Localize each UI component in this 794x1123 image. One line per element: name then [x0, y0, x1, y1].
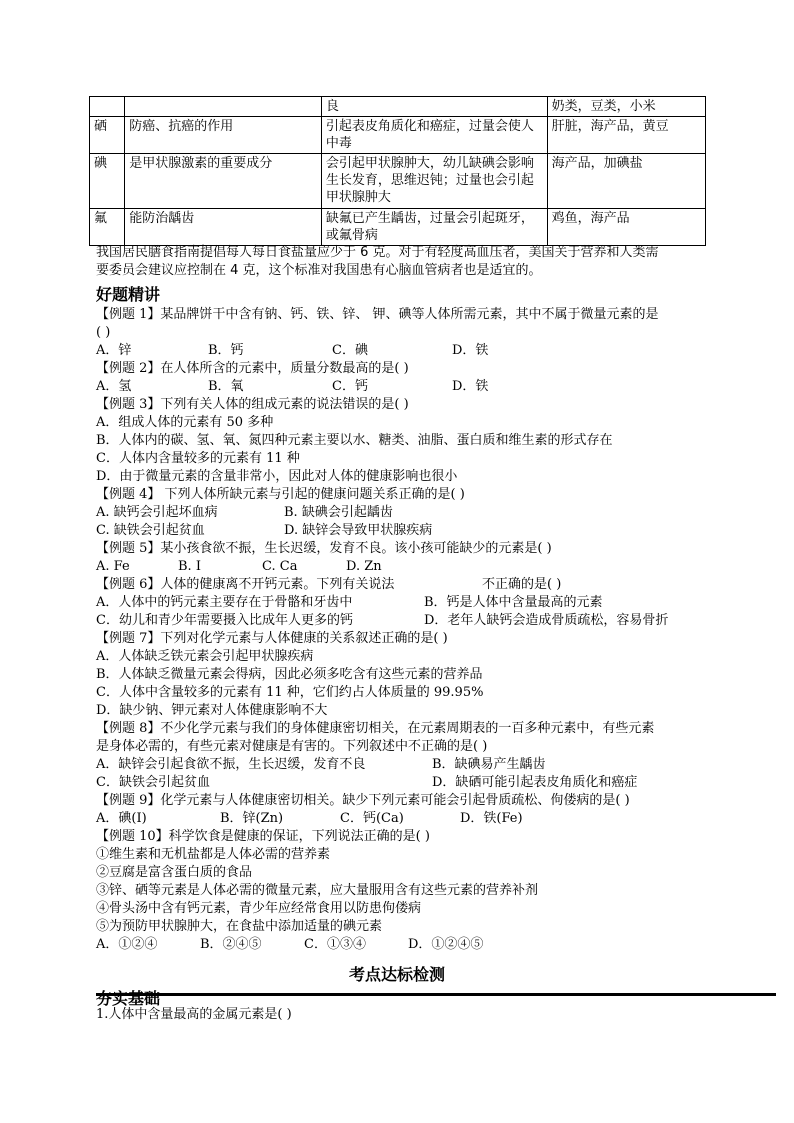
option: C．人体中含量较多的元素有 11 种，它们约占人体质量的 99.95% — [96, 685, 484, 700]
question-text — [96, 576, 708, 594]
question-text: 【例题 3】下列有关人体的组成元素的说法错误的是( ) — [96, 397, 409, 412]
option: D．缺硒可能引起表皮角质化和癌症 — [432, 775, 638, 790]
option: B．人体内的碳、氢、氧、氮四种元素主要以水、糖类、油脂、蛋白质和维生素的形式存在 — [96, 433, 613, 448]
options-row — [96, 810, 708, 828]
option: C．①③④ — [304, 937, 366, 952]
table-cell-function: 能防治龋齿 — [125, 209, 322, 246]
option: A．缺锌会引起食欲不振，生长迟缓，发育不良 — [96, 757, 366, 772]
trace-element-table — [89, 96, 706, 246]
note-line: 要委员会建议应控制在 4 克，这个标准对我国患有心脑血管病者也是适宜的。 — [96, 263, 542, 278]
options-row — [96, 378, 708, 396]
option: B．②④⑤ — [200, 937, 262, 952]
table-cell-effect: 会引起甲状腺肿大，幼儿缺碘会影响生长发育，思维迟钝；过量也会引起甲状腺肿大 — [321, 154, 547, 209]
table-cell-function — [125, 97, 322, 117]
table-cell-effect: 缺氟已产生龋齿，过量会引起斑牙，或氟骨病 — [321, 209, 547, 246]
practice-question — [96, 1006, 708, 1024]
option: A．组成人体的元素有 50 多种 — [96, 415, 274, 430]
option: D. 缺锌会导致甲状腺疾病 — [284, 523, 433, 538]
table-cell-element: 氟 — [90, 209, 125, 246]
question-text: 【例题 5】某小孩食欲不振，生长迟缓，发育不良。该小孩可能缺少的元素是( ) — [96, 541, 552, 556]
option: A. Fe — [96, 559, 130, 574]
option: A．氢 — [96, 379, 132, 394]
option: D．老年人缺钙会造成骨质疏松，容易骨折 — [424, 613, 669, 628]
table-cell-function: 是甲状腺激素的重要成分 — [125, 154, 322, 209]
salt-note — [96, 244, 708, 280]
table-cell-food: 肝脏，海产品，黄豆 — [547, 117, 705, 154]
options-row — [96, 558, 708, 576]
option: C．人体内含量较多的元素有 11 种 — [96, 451, 300, 466]
question-text: 【例题 9】化学元素与人体健康密切相关。缺少下列元素可能会引起骨质疏松、佝偻病的是( ) — [96, 793, 630, 808]
option: B．氧 — [208, 379, 244, 394]
option: D．铁(Fe) — [460, 811, 523, 826]
question-text: 1.人体中含量最高的金属元素是( ) — [96, 1007, 292, 1022]
option: D．铁 — [452, 379, 489, 394]
options-row — [96, 342, 708, 360]
options-row — [96, 522, 708, 540]
note-line: 我国居民膳食指南提倡每人每日食盐量应少于 6 克。对于有轻度高血压者，美国关于营养和人类需 — [96, 245, 659, 260]
question-text: 是身体必需的，有些元素对健康是有害的。下列叙述中不正确的是( ) — [96, 739, 488, 754]
option: B．钙 — [208, 343, 244, 358]
option: A．碘(I) — [96, 811, 147, 826]
option: C. 缺铁会引起贫血 — [96, 523, 205, 538]
option: C．钙 — [332, 379, 368, 394]
option: D．由于微量元素的含量非常小，因此对人体的健康影响也很小 — [96, 469, 458, 484]
question-text: 【例题 10】科学饮食是健康的保证，下列说法正确的是( ) — [96, 829, 430, 844]
option: D. Zn — [346, 559, 382, 574]
table-cell-function: 防癌、抗癌的作用 — [125, 117, 322, 154]
option: C. Ca — [262, 559, 298, 574]
question-part: 不正确的是( ) — [482, 577, 562, 592]
question-text: 【例题 4】 下列人体所缺元素与引起的健康问题关系正确的是( ) — [96, 487, 465, 502]
option: A．①②④ — [96, 937, 158, 952]
option: D．铁 — [452, 343, 489, 358]
table-row — [90, 154, 706, 209]
table-cell-element — [90, 97, 125, 117]
option: A．人体缺乏铁元素会引起甲状腺疾病 — [96, 649, 314, 664]
subsection-title: 夯实基础 — [96, 989, 161, 1008]
question-text: ( ) — [96, 325, 111, 340]
examples-section — [96, 284, 708, 954]
table-row — [90, 209, 706, 246]
option: A．锌 — [96, 343, 132, 358]
table-cell-effect: 良 — [321, 97, 547, 117]
statement: ③锌、硒等元素是人体必需的微量元素，应大量服用含有这些元素的营养补剂 — [96, 883, 539, 898]
option: B．人体缺乏微量元素会得病，因此必须多吃含有这些元素的营养品 — [96, 667, 483, 682]
option: C．钙(Ca) — [340, 811, 404, 826]
table-row — [90, 117, 706, 154]
statement: ①维生素和无机盐都是人体必需的营养素 — [96, 847, 331, 862]
statement: ⑤为预防甲状腺肿大，在食盐中添加适量的碘元素 — [96, 919, 383, 934]
option: D．①②④⑤ — [408, 937, 484, 952]
statement: ②豆腐是富含蛋白质的食品 — [96, 865, 253, 880]
options-row — [96, 504, 708, 522]
table-cell-food: 奶类，豆类，小米 — [547, 97, 705, 117]
option: B. I — [178, 559, 201, 574]
option: A. 缺钙会引起坏血病 — [96, 505, 218, 520]
option: B．锌(Zn) — [220, 811, 284, 826]
question-part: 【例题 6】人体的健康离不开钙元素。下列有关说法 — [96, 577, 395, 592]
table-cell-food: 鸡鱼，海产品 — [547, 209, 705, 246]
option: D．缺少钠、钾元素对人体健康影响不大 — [96, 703, 328, 718]
question-text: 【例题 1】某品牌饼干中含有钠、钙、铁、锌、 钾、碘等人体所需元素，其中不属于微量元素的是 — [96, 307, 659, 322]
question-text: 【例题 8】不少化学元素与我们的身体健康密切相关，在元素周期表的一百多种元素中，有些元素 — [96, 721, 655, 736]
table-cell-element: 碘 — [90, 154, 125, 209]
option: B. 缺碘会引起龋齿 — [284, 505, 393, 520]
option: C．缺铁会引起贫血 — [96, 775, 210, 790]
section-heading: 好题精讲 — [96, 285, 161, 304]
option: A．人体中的钙元素主要存在于骨骼和牙齿中 — [96, 595, 353, 610]
options-row — [96, 594, 708, 612]
option: B．钙是人体中含量最高的元素 — [424, 595, 603, 610]
divider-rule — [96, 993, 776, 996]
section-title: 考点达标检测 — [348, 965, 445, 984]
table-row — [90, 97, 706, 117]
table-cell-effect: 引起表皮角质化和癌症，过量会使人中毒 — [321, 117, 547, 154]
options-row — [96, 936, 708, 954]
table-cell-element: 硒 — [90, 117, 125, 154]
option: C．碘 — [332, 343, 368, 358]
statement: ④骨头汤中含有钙元素，青少年应经常食用以防患佝偻病 — [96, 901, 422, 916]
options-row — [96, 774, 708, 792]
option: B．缺碘易产生龋齿 — [432, 757, 546, 772]
question-text: 【例题 7】下列对化学元素与人体健康的关系叙述正确的是( ) — [96, 631, 448, 646]
question-text: 【例题 2】在人体所含的元素中，质量分数最高的是( ) — [96, 361, 409, 376]
options-row — [96, 612, 708, 630]
table-cell-food: 海产品，加碘盐 — [547, 154, 705, 209]
options-row — [96, 756, 708, 774]
option: C．幼儿和青少年需要摄入比成年人更多的钙 — [96, 613, 353, 628]
